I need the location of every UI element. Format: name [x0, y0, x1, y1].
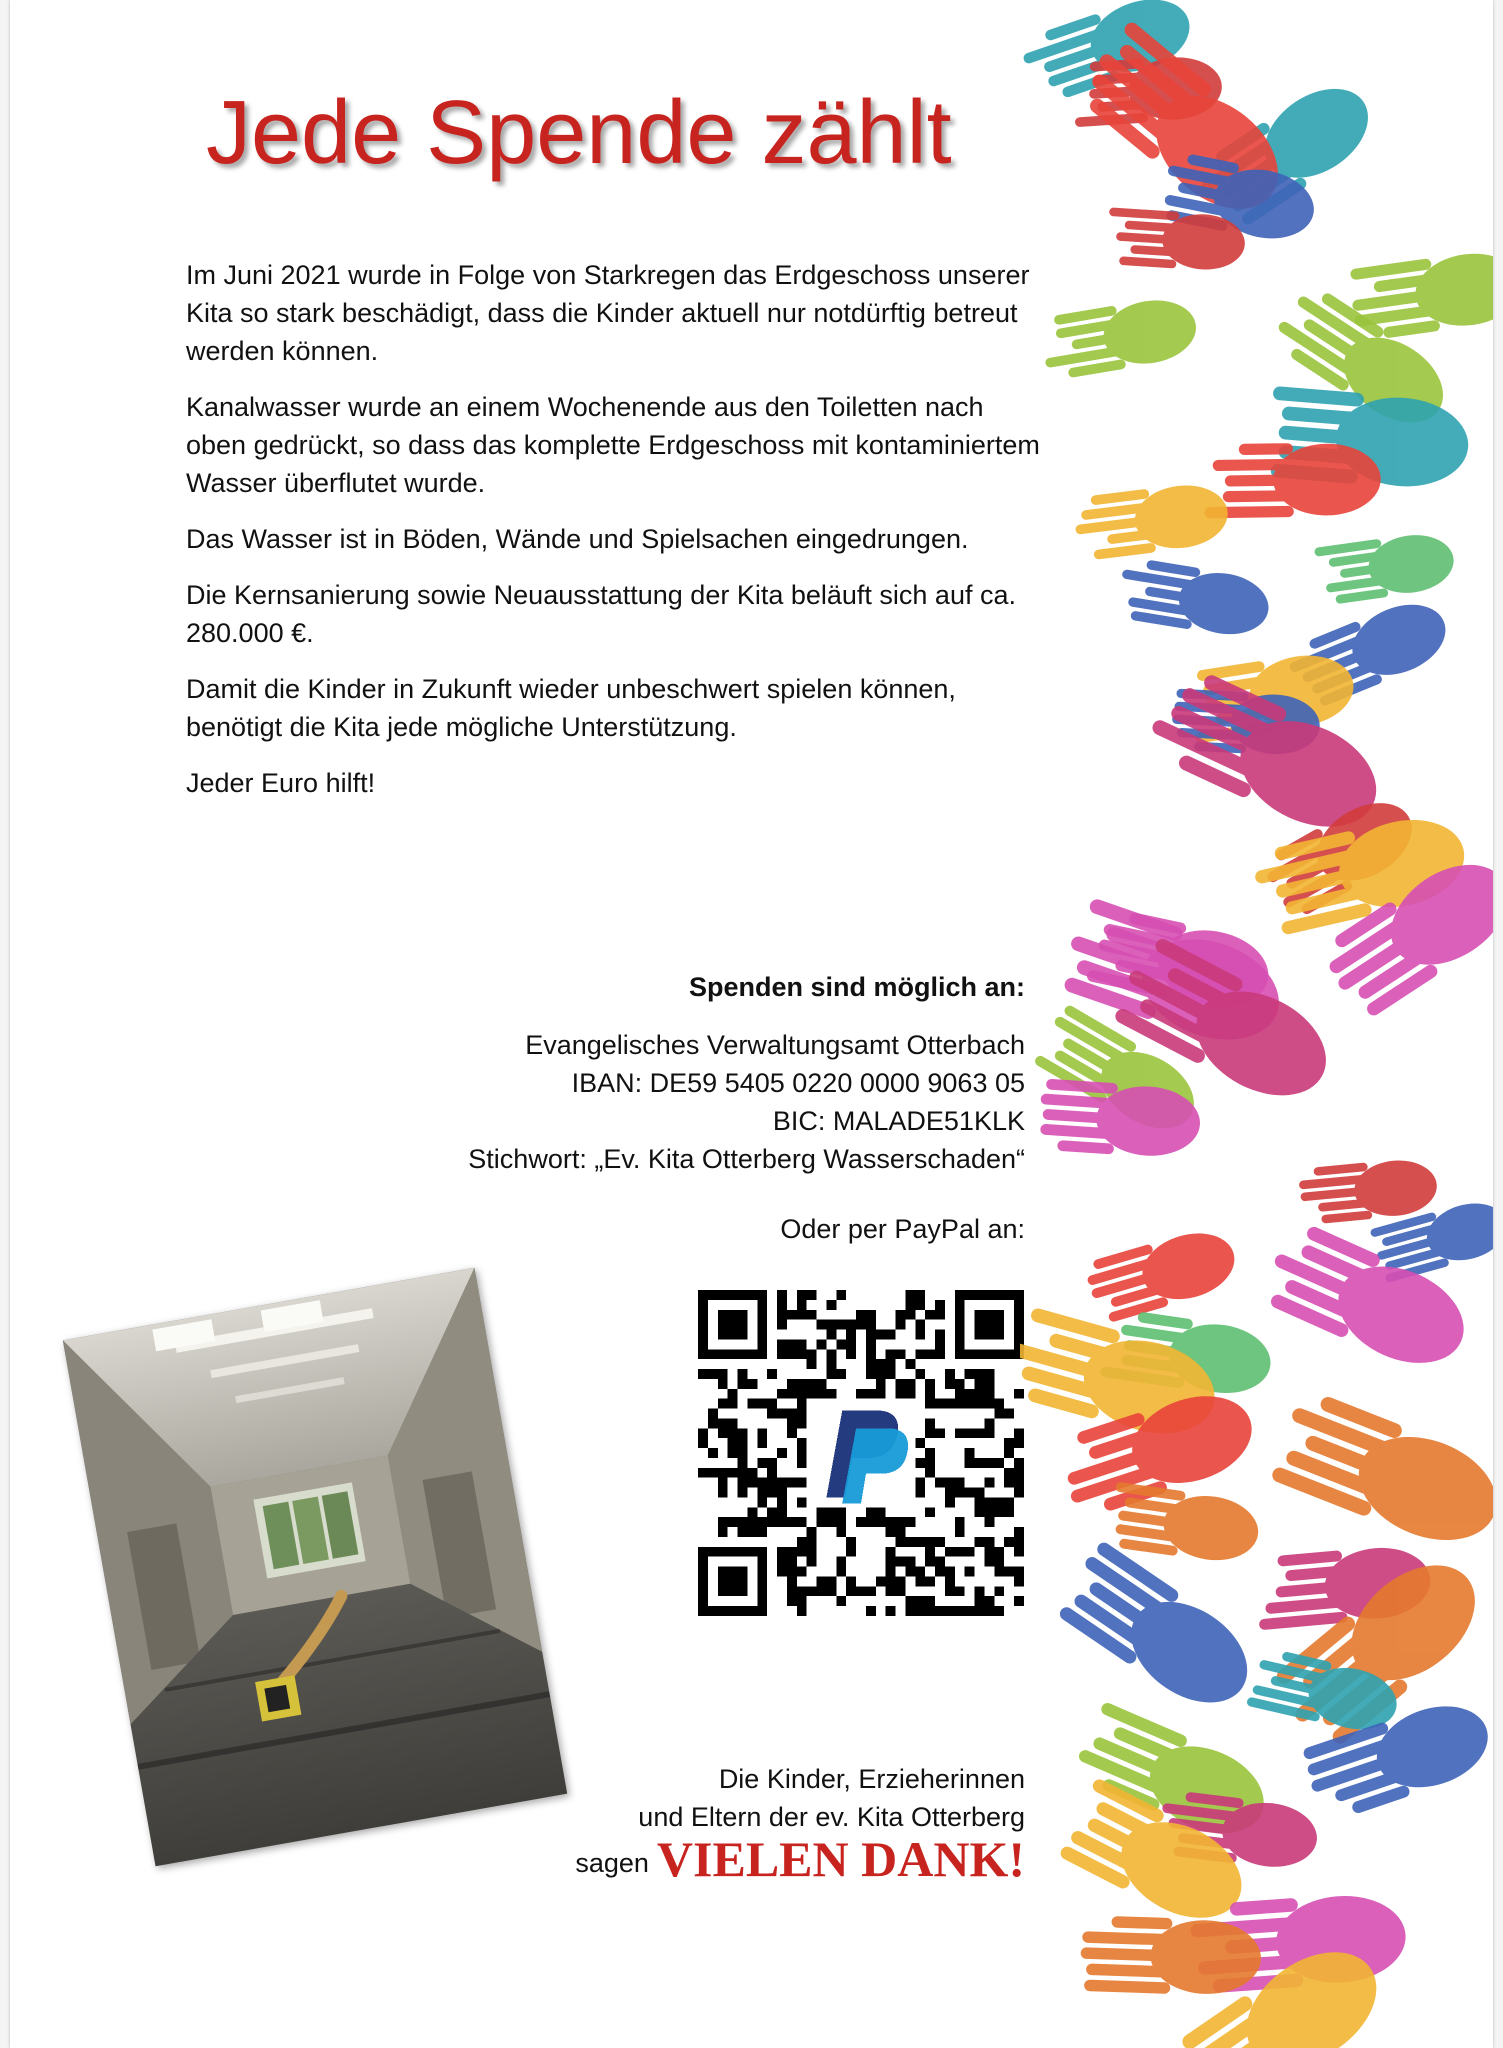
paragraph: Jeder Euro hilft! — [186, 768, 376, 798]
page-title: Jede Spende zählt — [206, 83, 952, 183]
paragraph: Das Wasser ist in Böden, Wände und Spielsachen eingedrungen. — [186, 524, 969, 554]
handprint-shape — [1298, 1156, 1440, 1225]
paypal-label: Oder per PayPal an: — [780, 1214, 1025, 1244]
flyer-page — [10, 0, 1493, 2048]
donation-keyword: Stichwort: „Ev. Kita Otterberg Wasserschaden“ — [468, 1144, 1025, 1174]
donation-bic: BIC: MALADE51KLK — [772, 1106, 1025, 1136]
paragraph: Kanalwasser wurde an einem Wochenende aus den Toiletten nach oben gedrückt, so dass das komplette Erdgeschoss mit kontaminiertem Wasser überflutet wurde. — [186, 392, 1040, 498]
handprint-shape — [1267, 1387, 1493, 1561]
handprint-shape — [1051, 1539, 1266, 1724]
thanks-headline: VIELEN DANK! — [656, 1831, 1025, 1887]
thanks-line: Die Kinder, Erzieherinnen — [718, 1764, 1025, 1794]
paypal-qr-code-icon[interactable] — [698, 1290, 1024, 1616]
thanks-line: und Eltern der ev. Kita Otterberg — [638, 1802, 1025, 1832]
thanks-block — [450, 1760, 1025, 1887]
body-text — [186, 256, 1046, 820]
handprint-shape — [1038, 293, 1201, 382]
handprint-shape — [1072, 479, 1232, 561]
donation-recipient: Evangelisches Verwaltungsamt Otterbach — [525, 1030, 1025, 1060]
colorful-handprints-icon — [1020, 0, 1493, 2048]
handprint-shape — [1083, 1222, 1243, 1326]
paragraph: Im Juni 2021 wurde in Folge von Starkregen das Erdgeschoss unserer Kita so stark beschädigt, dass die Kinder aktuell nur notdürftig betreut werden können. — [186, 260, 1030, 366]
donation-heading: Spenden sind möglich an: — [688, 972, 1025, 1002]
donation-info — [330, 968, 1025, 1248]
paragraph: Die Kernsanierung sowie Neuausstattung der Kita beläuft sich auf ca. 280.000 €. — [186, 580, 1016, 648]
handprint-shape — [1115, 556, 1273, 641]
thanks-prefix: sagen — [575, 1848, 649, 1878]
donation-iban: IBAN: DE59 5405 0220 0000 9063 05 — [571, 1068, 1025, 1098]
handprint-shape — [1314, 529, 1458, 606]
handprint-shape — [1203, 442, 1381, 518]
handprint-shape — [1079, 1915, 1262, 1997]
paragraph: Damit die Kinder in Zukunft wieder unbeschwert spielen können, benötigt die Kita jede mögliche Unterstützung. — [186, 674, 956, 742]
